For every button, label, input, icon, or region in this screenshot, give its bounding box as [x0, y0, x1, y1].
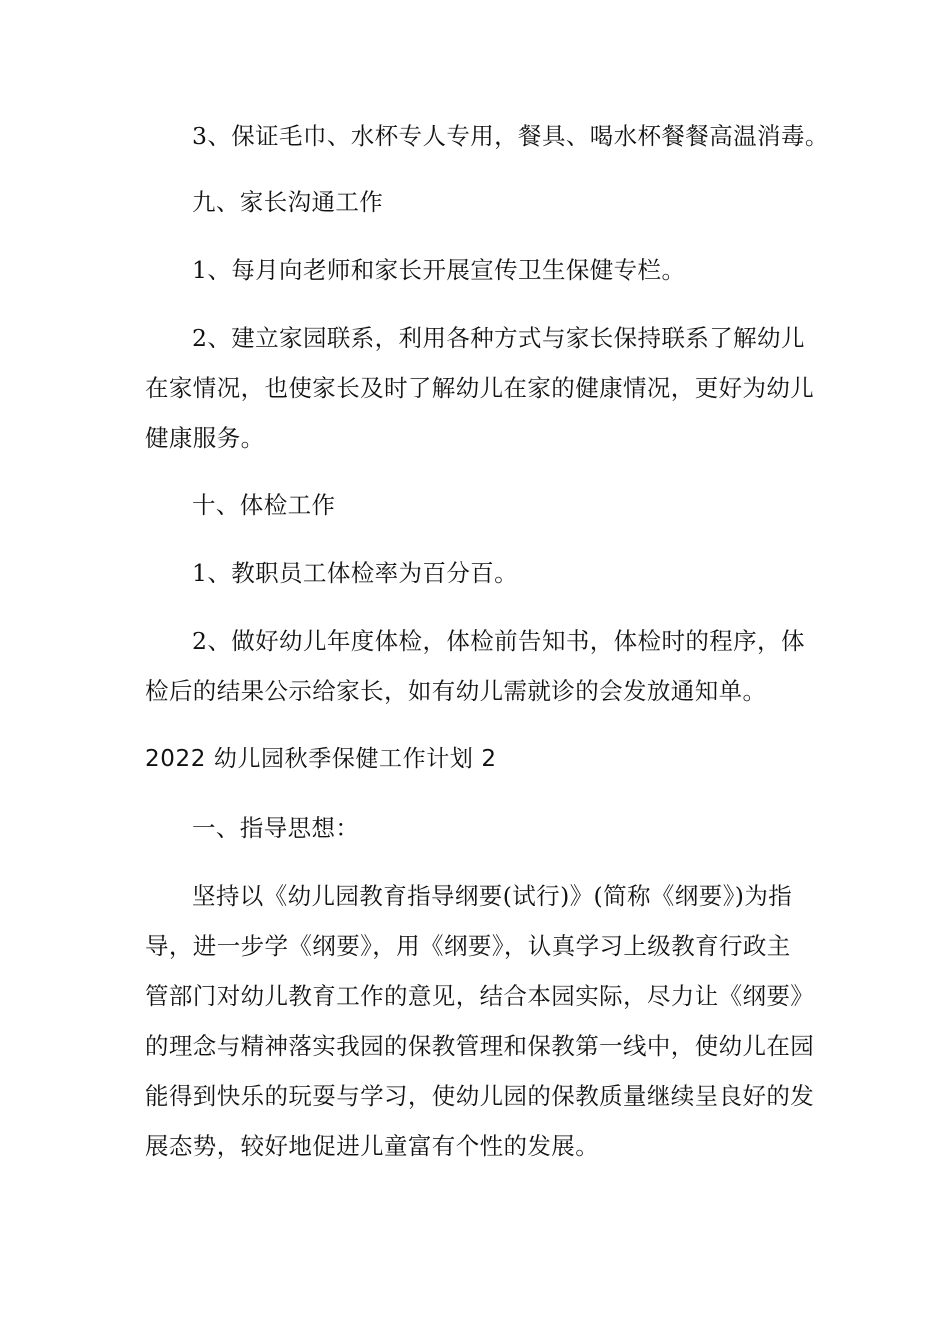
- paragraph-line: 展态势，较好地促进儿童富有个性的发展。: [145, 1132, 600, 1160]
- section-heading-guiding-ideology: 一、指导思想：: [192, 814, 360, 842]
- paragraph-line: 在家情况，也使家长及时了解幼儿在家的健康情况，更好为幼儿: [145, 374, 815, 402]
- paragraph-line: 检后的结果公示给家长，如有幼儿需就诊的会发放通知单。: [145, 677, 767, 705]
- item-towel-cup-disinfection: 3、保证毛巾、水杯专人专用，餐具、喝水杯餐餐高温消毒。: [192, 122, 829, 150]
- paragraph-line: 2、建立家园联系，利用各种方式与家长保持联系了解幼儿: [192, 324, 805, 352]
- item-health-column: 1、每月向老师和家长开展宣传卫生保健专栏。: [192, 256, 686, 284]
- section-heading-parent-communication: 九、家长沟通工作: [192, 188, 384, 216]
- item-staff-exam-rate: 1、教职员工体检率为百分百。: [192, 559, 519, 587]
- paragraph-line: 的理念与精神落实我园的保教管理和保教第一线中，使幼儿在园: [145, 1032, 815, 1060]
- plan-title: 2022 幼儿园秋季保健工作计划 2: [145, 746, 497, 772]
- paragraph-line: 管部门对幼儿教育工作的意见，结合本园实际，尽力让《纲要》: [145, 982, 815, 1010]
- paragraph-line: 2、做好幼儿年度体检，体检前告知书，体检时的程序，体: [192, 627, 805, 655]
- paragraph-line: 健康服务。: [145, 424, 265, 452]
- paragraph-line: 坚持以《幼儿园教育指导纲要(试行)》(简称《纲要》)为指: [192, 882, 793, 910]
- paragraph-line: 导，进一步学《纲要》，用《纲要》，认真学习上级教育行政主: [145, 932, 791, 960]
- paragraph-line: 能得到快乐的玩耍与学习，使幼儿园的保教质量继续呈良好的发: [145, 1082, 815, 1110]
- section-heading-physical-exam: 十、体检工作: [192, 491, 336, 519]
